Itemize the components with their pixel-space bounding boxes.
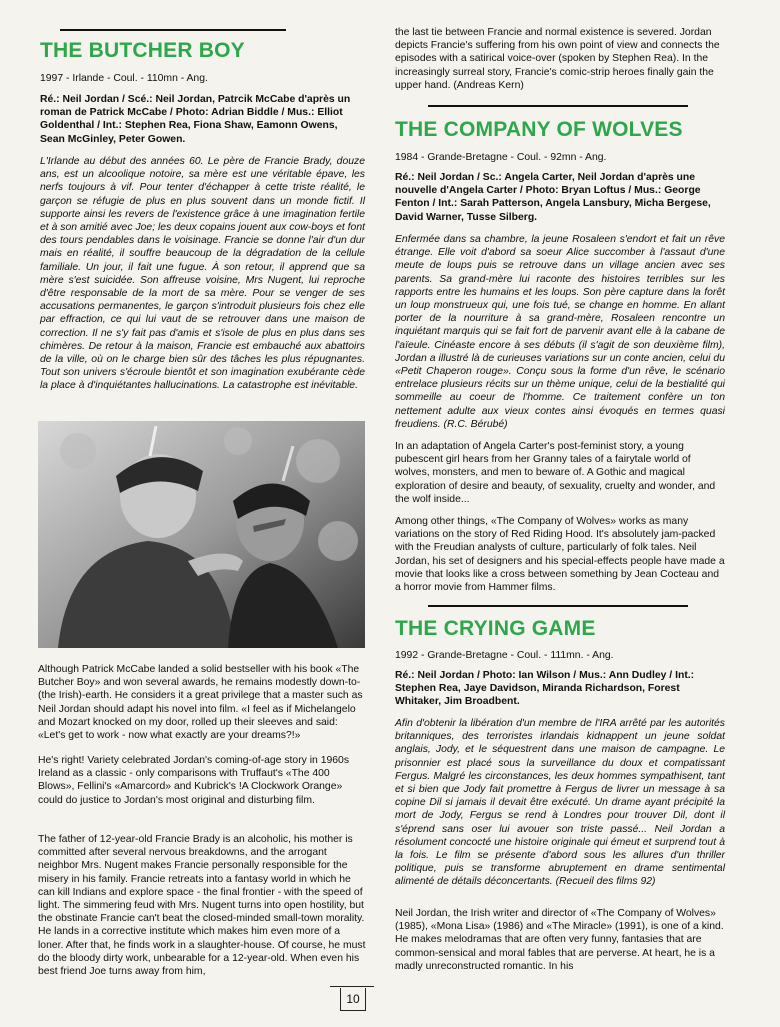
- review-english-3: The father of 12-year-old Francie Brady is an alcoholic, his mother is committed after several nervous breakdowns, and the arrogant neighbor Mrs. Nugent makes Francie personally responsible for the misery in his family. Francie retreats into a fantasy world in which he can kill Indians and explore space - the final frontier - with the speed of light. The simmering feud with Mrs. Nugent turns into open hostility, but the obstinate Francie can't beat the closed-minded small-town morality. He lands in a corrective institute which makes him even more of a loner. After that, he finds work in a slaughter-house. Of course, he must do the bloody dirty work, unbearable for a 12-year-old. When even his best friend Joe turns away from him,: [38, 834, 366, 978]
- film-still-photo: [38, 421, 365, 648]
- film-meta: 1992 - Grande-Bretagne - Coul. - 111mn. - Ang.: [395, 650, 614, 661]
- synopsis-french: Afin d'obtenir la libération d'un membre de l'IRA arrêté par les autorités britanniques, des terroristes irlandais kidnappent un jeune soldat anglais, Jody, et le séquestrent dans une maison de campagne. Le prisonnier est placé sous la surveillance du doux et compatissant Fergus. Malgré les circonstances, les deux hommes sympathisent, tant et si bien que Jody fait promettre à Fergus de livrer un message à sa copine Dil si jamais il devait être exécuté. Un drame ayant précipité la mort de Jody, Fergus se rend à Londres pour trouver Dil, dont il s'éprend sans oser lui avouer son triste passé... Neil Jordan a résolument concocté une histoire originale qui émeut et surprend tout à la fois. Le film se présente d'abord sous les allures d'un thriller politique, puis se transforme abruptement en drame sentimental alimenté de détails déconcertants. (Recueil des films 92): [395, 718, 725, 888]
- film-title: THE CRYING GAME: [395, 617, 596, 640]
- review-english-1: Although Patrick McCabe landed a solid bestseller with his book «The Butcher Boy» and won several awards, he remains modestly down-to-(the Irish)-earth. He considers it a great privilege that a master such as Neil Jordan should adapt his novel into film. «I feel as if Michelangelo and Mozart knocked on my door, rolled up their sleeves and said: «Let's get to work - now what exactly are your dreams?!»: [38, 664, 363, 742]
- review-english-1: Neil Jordan, the Irish writer and director of «The Company of Wolves» (1985), «Mona Lisa» (1986) and «The Miracle» (1991), is one of a kind. He makes melodramas that are often very funny, fantasies that are common-sensical and moral fables that are perverse. At heart, he is a madly unreconstructed romantic. In his: [395, 908, 724, 972]
- film-credits: Ré.: Neil Jordan / Photo: Ian Wilson / Mus.: Ann Dudley / Int.: Stephen Rea, Jaye Davidson, Miranda Richardson, Forest Whitaker, Jim Broadbent.: [395, 670, 695, 708]
- review-english-continued: the last tie between Francie and normal existence is severed. Jordan depicts Francie's suffering from his own point of view and connects the episodes with a satirical voice-over (spoken by Stephen Rea). In the increasingly surreal story, Francie's comic-strip heroes finally gain the upper hand. (Andreas Kern): [395, 27, 720, 91]
- film-meta: 1984 - Grande-Bretagne - Coul. - 92mn - Ang.: [395, 152, 607, 163]
- page-number-rule: [330, 986, 374, 987]
- film-credits: Ré.: Neil Jordan / Scé.: Neil Jordan, Patrcik McCabe d'après un roman de Patrick McCabe / Photo: Adrian Biddle / Mus.: Elliot Goldenthal / Int.: Stephen Rea, Fiona Shaw, Eamonn Owens, Sean McGinley, Peter Gowen.: [40, 94, 351, 145]
- film-title: THE BUTCHER BOY: [40, 39, 245, 62]
- review-english-2: Among other things, «The Company of Wolves» works as many variations on the story of Red Riding Hood. It's absolutely jam-packed with the Freudian analysts of culture, particularly of folk tales. Neil Jordan, his set of designers and his special-effects people have made a movie that looks like a cross between something by Jean Cocteau and a horror movie from Hammer films.: [395, 516, 725, 594]
- review-english-2: He's right! Variety celebrated Jordan's coming-of-age story in 1960s Ireland as a classic - only comparisons with Truffaut's «The 400 Blows», Fellini's «Amarcord» and Kubrick's !A Clockwork Orange» could do justice to Jordan's most original and disturbing film.: [38, 755, 350, 806]
- synopsis-french: L'Irlande au début des années 60. Le père de Francie Brady, douze ans, est un alcoolique notoire, sa mère est une véritable épave, les nerfs toujours à vif. Pour tenter d'échapper à cette triste réalité, le garçon se réfugie de plus en plus souvent dans un monde fictif. Il supporte ainsi les revers de l'existence grâce à une imagination fertile et à son amitié avec Joe; les deux copains jouent aux cow-boys et font des tours pendables dans le voisinage. Francie se donne l'air d'un dur mais en réalité, il souffre beaucoup de la dégradation de la cellule familiale. Un jour, il fait une fugue. À son retour, il apprend que sa mère s'est suicidée. Son affreuse voisine, Mrs Nugent, lui reproche d'être responsable de la mort de sa mère. Pour se venger de ses accusations permanentes, le garçon s'introduit plusieurs fois chez elle par effraction, ce qui lui vaut de se retrouver dans une maison de correction. Il ne s'y fait pas d'amis et s'isole de plus en plus dans ses chimères. De retour à la maison, Francie est embauché aux abattoirs de la ville, où on le charge bien sûr des tâches les plus répugnantes. Tout son univers s'écroule bientôt et son imagination exubérante cède la place à d'inquiétantes hallucinations. La catastrophe est inévitable.: [40, 156, 365, 392]
- page-number: 10: [340, 988, 366, 1011]
- review-english-1: In an adaptation of Angela Carter's post-feminist story, a young pubescent girl hears from her Granny tales of a fairytale world of wolves, monsters, and men to beware of. A Gothic and magical exploration of desire and beauty, of sexuality, cruelty and wonder, and the wolf inside...: [395, 441, 716, 505]
- section-divider: [428, 105, 688, 107]
- section-divider: [428, 605, 688, 607]
- synopsis-french: Enfermée dans sa chambre, la jeune Rosaleen s'endort et fait un rêve étrange. Elle voit d'abord sa soeur Alice succomber à l'assaut d'une meute de loups puis se retrouve dans un village ancien avec ses parents. Sa grand-mère lui raconte des histoires terribles sur les rapports entre les humains et les loups. Son père capture dans la forêt un loup monstrueux qui, une fois tué, se change en homme. En allant porter de la nourriture à sa grand-mère, Rosaleen rencontre un inquiétant marquis qui se fait fort de parvenir avant elle à la cabane de l'aïeule. Cinéaste encore à ses débuts (il s'agit de son deuxième film), Jordan a illustré là de curieuses variations sur un conte ancien, celui du «Petit Chaperon rouge». Conçu sous la forme d'un rêve, le scénario entrelace plusieurs récits sur un thème unique, celui de la bestialité qui sommeille au coeur de l'homme. Ce traitement confère un ton nettement adulte aux vieux contes ainsi évoqués en termes quasi freudiens. (R.C. Bérubé): [395, 234, 725, 430]
- film-title: THE COMPANY OF WOLVES: [395, 118, 683, 141]
- section-divider: [60, 29, 286, 31]
- film-meta: 1997 - Irlande - Coul. - 110mn - Ang.: [40, 73, 208, 84]
- film-still-image: [38, 421, 365, 648]
- film-credits: Ré.: Neil Jordan / Sc.: Angela Carter, Neil Jordan d'après une nouvelle d'Angela Carter / Photo: Bryan Loftus / Mus.: George Fenton / Int.: Sarah Patterson, Angela Lansbury, Micha Bergese, David Warner, Tusse Silberg.: [395, 172, 711, 223]
